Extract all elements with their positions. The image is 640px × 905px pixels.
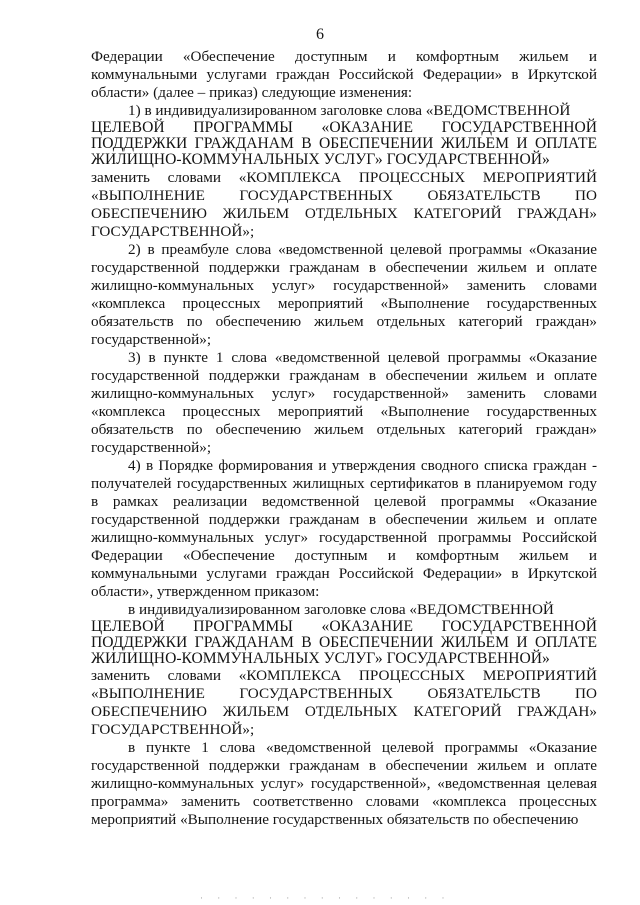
page-number: 6 (316, 26, 324, 43)
paragraph-item-1-heading: 1) в индивидуализированном заголовке слова «ВЕДОМСТВЕННОЙ (128, 102, 571, 119)
paragraph-intro: Федерации «Обеспечение доступным и комфортным жильем и коммунальными услугами граждан Российской Федерации» в Иркутской области» (далее – приказ) следующие изменения: (91, 48, 597, 101)
paragraph-item-4-point-1: в пункте 1 слова «ведомственной целевой программы «Оказание государственной поддержки гражданам в обеспечении жильем и оплате жилищно-коммунальных услуг» государственной», «ведомственная целевая программа» заменить соответственно словами «комплекса процессных мероприятий «Выполнение государственных обязательств по обеспечению (91, 739, 597, 829)
paragraph-item-4: 4) в Порядке формирования и утверждения сводного списка граждан - получателей государственных жилищных сертификатов в планируемом году в рамках реализации ведомственной целевой программы «Оказание государственной поддержки гражданам в обеспечении жильем и оплате жилищно-коммунальных услуг» государственной программы Российской Федерации «Обеспечение доступным и комфортным жильем и коммунальными услугами граждан Российской Федерации» в Иркутской области», утвержденном приказом: (91, 456, 597, 600)
paragraph-item-4-replacement: заменить словами «КОМПЛЕКСА ПРОЦЕССНЫХ МЕРОПРИЯТИЙ «ВЫПОЛНЕНИЕ ГОСУДАРСТВЕННЫХ ОБЯЗАТЕЛЬСТВ ПО ОБЕСПЕЧЕНИЮ ЖИЛЬЕМ ОТДЕЛЬНЫХ КАТЕГОРИЙ ГРАЖДАН» ГОСУДАРСТВЕННОЙ»; (91, 667, 597, 739)
paragraph-item-1-replacement: заменить словами «КОМПЛЕКСА ПРОЦЕССНЫХ МЕРОПРИЯТИЙ «ВЫПОЛНЕНИЕ ГОСУДАРСТВЕННЫХ ОБЯЗАТЕЛЬСТВ ПО ОБЕСПЕЧЕНИЮ ЖИЛЬЕМ ОТДЕЛЬНЫХ КАТЕГОРИЙ ГРАЖДАН» ГОСУДАРСТВЕННОЙ»; (91, 168, 597, 240)
paragraph-item-4-heading: в индивидуализированном заголовке слова «ВЕДОМСТВЕННОЙ (128, 600, 554, 618)
scan-artifact: · · · · · · · · · · · · · · · (200, 893, 451, 903)
paragraph-item-3: 3) в пункте 1 слова «ведомственной целевой программы «Оказание государственной поддержки гражданам в обеспечении жильем и оплате жилищно-коммунальных услуг» государственной» заменить словами «комплекса процессных мероприятий «Выполнение государственных обязательств по обеспечению жильем отдельных категорий граждан» государственной»; (91, 348, 597, 456)
paragraph-item-4-caps-title: ЦЕЛЕВОЙ ПРОГРАММЫ «ОКАЗАНИЕ ГОСУДАРСТВЕННОЙ ПОДДЕРЖКИ ГРАЖДАНАМ В ОБЕСПЕЧЕНИИ ЖИЛЬЕМ И ОПЛАТЕ ЖИЛИЩНО-КОММУНАЛЬНЫХ УСЛУГ» ГОСУДАРСТВЕННОЙ» (91, 617, 597, 668)
document-body (91, 48, 597, 829)
paragraph-item-1-caps-title: ЦЕЛЕВОЙ ПРОГРАММЫ «ОКАЗАНИЕ ГОСУДАРСТВЕННОЙ ПОДДЕРЖКИ ГРАЖДАНАМ В ОБЕСПЕЧЕНИИ ЖИЛЬЕМ И ОПЛАТЕ ЖИЛИЩНО-КОММУНАЛЬНЫХ УСЛУГ» ГОСУДАРСТВЕННОЙ» (91, 119, 597, 169)
paragraph-item-2: 2) в преамбуле слова «ведомственной целевой программы «Оказание государственной поддержки гражданам в обеспечении жильем и оплате жилищно-коммунальных услуг» государственной» заменить словами «комплекса процессных мероприятий «Выполнение государственных обязательств по обеспечению жильем отдельных категорий граждан» государственной»; (91, 240, 597, 348)
